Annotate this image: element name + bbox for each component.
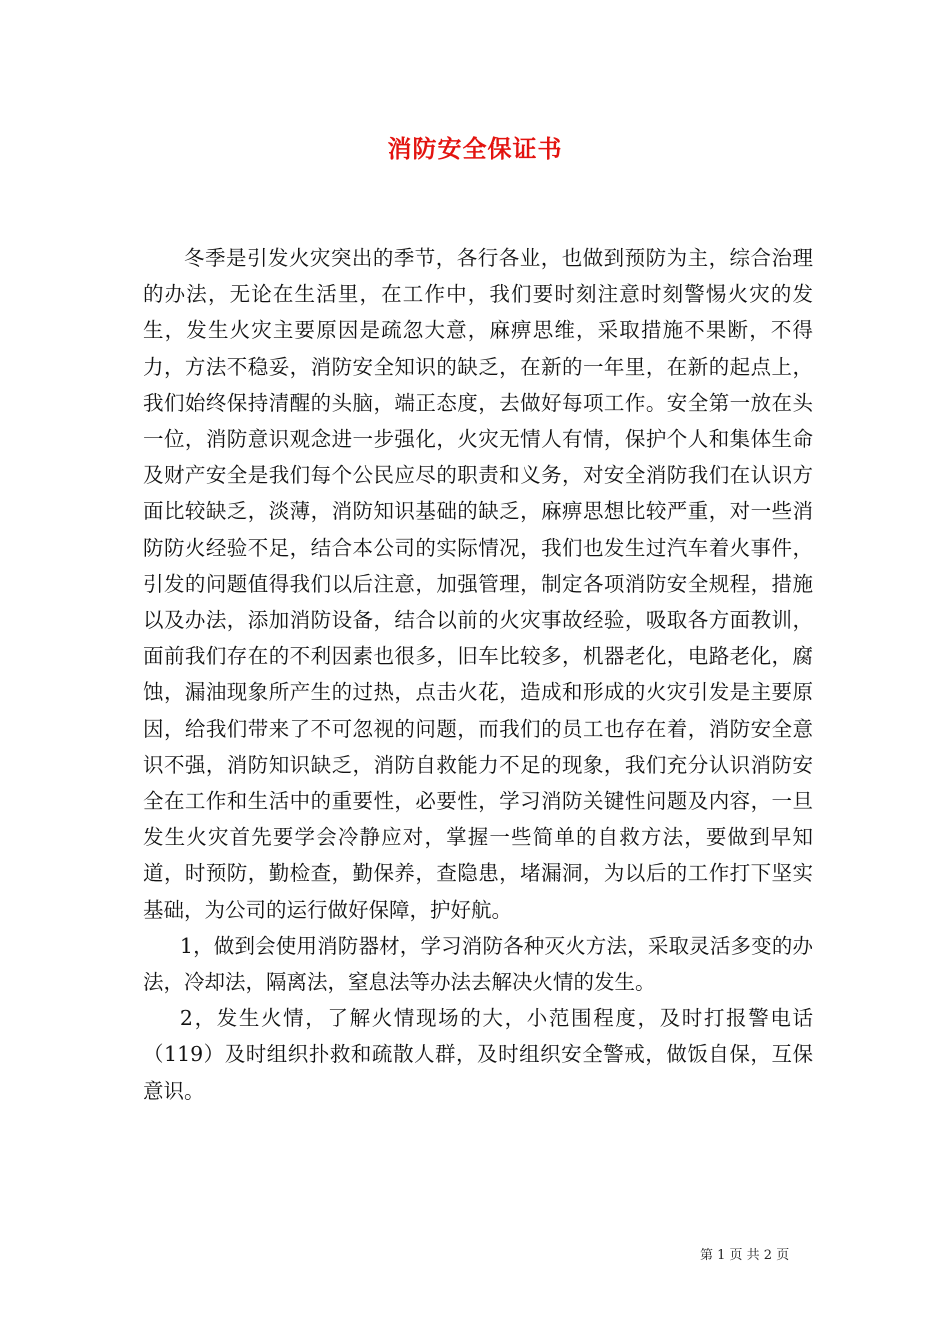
body-paragraph-intro: 冬季是引发火灾突出的季节，各行各业，也做到预防为主，综合治理的办法，无论在生活里，在工作中，我们要时刻注意时刻警惕火灾的发生，发生火灾主要原因是疏忽大意，麻痹思维，采取措施不果断，不得力，方法不稳妥，消防安全知识的缺乏，在新的一年里，在新的起点上，我们始终保持清醒的头脑，端正态度，去做好每项工作。安全第一放在头一位，消防意识观念进一步强化，火灾无情人有情，保护个人和集体生命及财产安全是我们每个公民应尽的职责和义务，对安全消防我们在认识方面比较缺乏，淡薄，消防知识基础的缺乏，麻痹思想比较严重，对一些消防防火经验不足，结合本公司的实际情况，我们也发生过汽车着火事件，引发的问题值得我们以后注意，加强管理，制定各项消防安全规程，措施以及办法，添加消防设备，结合以前的火灾事故经验，吸取各方面教训，面前我们存在的不利因素也很多，旧车比较多，机器老化，电路老化，腐蚀，漏油现象所产生的过热，点击火花，造成和形成的火灾引发是主要原因，给我们带来了不可忽视的问题，而我们的员工也存在着，消防安全意识不强，消防知识缺乏，消防自救能力不足的现象，我们充分认识消防安全在工作和生活中的重要性，必要性，学习消防关键性问题及内容，一旦发生火灾首先要学会冷静应对，掌握一些简单的自救方法，要做到早知道，时预防，勤检查，勤保养，查隐患，堵漏洞，为以后的工作打下坚实基础，为公司的运行做好保障，护好航。 bbox=[143, 246, 813, 922]
document-body bbox=[143, 240, 813, 1109]
body-paragraph-item-1: 1，做到会使用消防器材，学习消防各种灭火方法，采取灵活多变的办法，冷却法，隔离法，窒息法等办法去解决火情的发生。 bbox=[143, 933, 813, 995]
page-number-footer: 第 1 页 共 2 页 bbox=[700, 1248, 790, 1263]
body-paragraph-item-2: 2，发生火情，了解火情现场的大，小范围程度，及时打报警电话（119）及时组织扑救和疏散人群，及时组织安全警戒，做饭自保，互保意识。 bbox=[143, 1006, 813, 1103]
document-title: 消防安全保证书 bbox=[387, 134, 563, 163]
